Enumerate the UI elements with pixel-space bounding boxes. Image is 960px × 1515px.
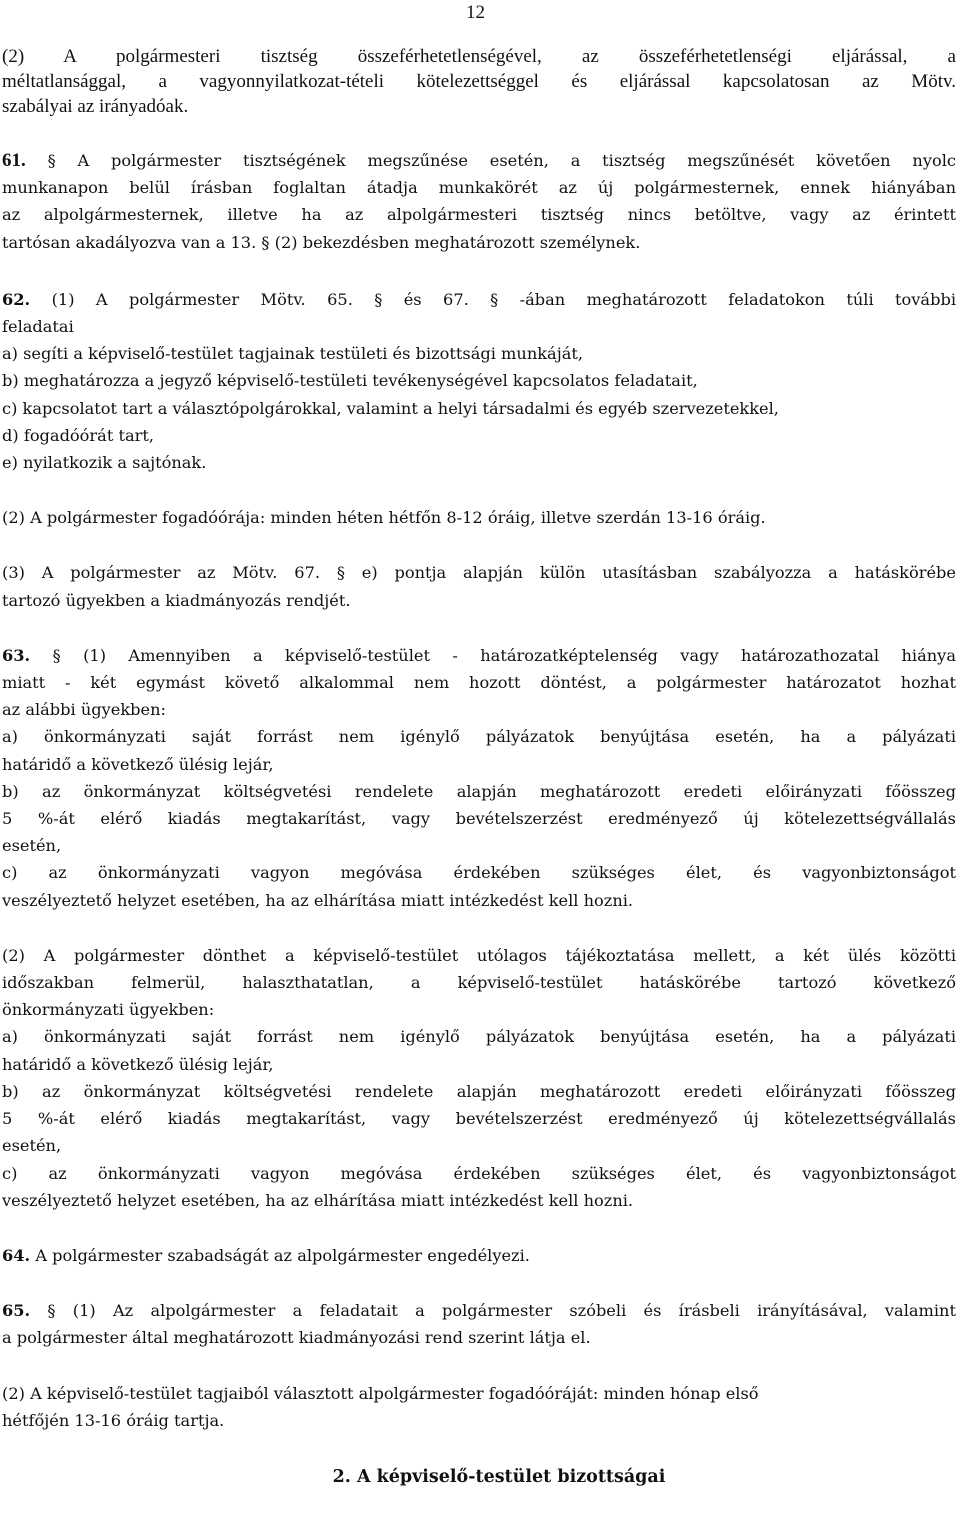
section-63 bbox=[2, 642, 956, 1214]
list-item: a) önkormányzati saját forrást nem igénylő pályázatok benyújtása esetén, ha a pályázati bbox=[2, 1027, 956, 1047]
section-heading: 2. A képviselő-testület bizottságai bbox=[332, 1466, 666, 1487]
text-span: § A polgármester tisztségének megszűnése esetén, a tisztség megszűnését követően nyolc bbox=[47, 151, 956, 170]
text-line: veszélyeztető helyzet esetében, ha az elhárítása miatt intézkedést kell hozni. bbox=[2, 1190, 634, 1210]
list-item: c) az önkormányzati vagyon megóvása érdekében szükséges élet, és vagyonbiztonságot bbox=[2, 863, 956, 883]
text-line: határidő a következő ülésig lejár, bbox=[2, 754, 274, 774]
section-61 bbox=[2, 147, 956, 256]
section-number: 65. bbox=[2, 1301, 31, 1321]
text-line: feladatai bbox=[2, 317, 74, 337]
list-item: b) meghatározza a jegyző képviselő-testületi tevékenységével kapcsolatos feladatait, bbox=[2, 371, 698, 391]
list-item: d) fogadóórát tart, bbox=[2, 425, 155, 445]
document-body bbox=[2, 16, 956, 1491]
section-number: 64. bbox=[2, 1245, 31, 1265]
text-line: esetén, bbox=[2, 836, 62, 856]
text-line bbox=[2, 286, 956, 313]
list-item: e) nyilatkozik a sajtónak. bbox=[2, 453, 207, 473]
text-line: önkormányzati ügyekben: bbox=[2, 1000, 215, 1020]
text-line: a polgármester által meghatározott kiadmányozási rend szerint látja el. bbox=[2, 1328, 591, 1348]
text-line bbox=[2, 1297, 956, 1324]
text-span: (1) A polgármester Mötv. 65. § és 67. § -ában meghatározott feladatokon túli további bbox=[51, 289, 956, 309]
text-line: (2) A polgármester dönthet a képviselő-testület utólagos tájékoztatása mellett, a két ülés közötti bbox=[2, 945, 956, 965]
text-line: miatt - két egymást követő alkalommal nem hozott döntést, a polgármester határozatot hozhat bbox=[2, 673, 956, 693]
text-line: (2) A polgármester fogadóórája: minden héten hétfőn 8-12 óráig, illetve szerdán 13-16 óráig. bbox=[2, 508, 766, 528]
text-line: az alpolgármesternek, illetve ha az alpolgármesteri tisztség nincs betöltve, vagy az érintett bbox=[2, 205, 956, 225]
list-item: b) az önkormányzat költségvetési rendelete alapján meghatározott eredeti előirányzati főösszeg bbox=[2, 781, 956, 801]
text-line: az alábbi ügyekben: bbox=[2, 700, 166, 720]
text-span: § (1) Az alpolgármester a feladatait a polgármester szóbeli és írásbeli irányításával, valamint bbox=[30, 1301, 956, 1321]
section-64 bbox=[2, 1242, 956, 1269]
text-line: veszélyeztető helyzet esetében, ha az elhárítása miatt intézkedést kell hozni. bbox=[2, 890, 634, 910]
text-line: tartósan akadályozva van a 13. § (2) bekezdésben meghatározott személynek. bbox=[2, 232, 641, 252]
text-line bbox=[2, 1242, 956, 1269]
text-line: határidő a következő ülésig lejár, bbox=[2, 1054, 274, 1074]
section-number: 61. bbox=[2, 150, 26, 171]
text-line: 5 %-át elérő kiadás megtakarítást, vagy bevételszerzést eredményező új kötelezettségvállalás bbox=[2, 809, 956, 829]
list-item: c) az önkormányzati vagyon megóvása érdekében szükséges élet, és vagyonbiztonságot bbox=[2, 1163, 956, 1183]
text-line: időszakban felmerül, halaszthatatlan, a képviselő-testület hatáskörébe tartozó következő bbox=[2, 973, 956, 993]
paragraph-incompatibility bbox=[2, 44, 956, 119]
text-line: (2) A polgármesteri tisztség összeférhetetlenségével, az összeférhetetlenségi eljárással, a bbox=[2, 46, 956, 67]
text-span: A polgármester szabadságát az alpolgármester engedélyezi. bbox=[30, 1245, 530, 1265]
list-item: a) segíti a képviselő-testület tagjainak testületi és bizottsági munkáját, bbox=[2, 344, 584, 364]
section-number: 63. bbox=[2, 645, 31, 665]
list-item: c) kapcsolatot tart a választópolgárokkal, valamint a helyi társadalmi és egyéb szervezetekkel, bbox=[2, 398, 779, 418]
text-line bbox=[2, 147, 956, 174]
text-line: méltatlansággal, a vagyonnyilatkozat-tételi kötelezettséggel és eljárással kapcsolatosan az Mötv. bbox=[2, 71, 956, 92]
section-65 bbox=[2, 1297, 956, 1434]
section-number: 62. bbox=[2, 289, 31, 309]
page-number: 12 bbox=[466, 2, 485, 23]
text-line: munkanapon belül írásban foglaltan átadja munkakörét az új polgármesternek, ennek hiányában bbox=[2, 178, 956, 198]
text-line: esetén, bbox=[2, 1136, 62, 1156]
text-line: 5 %-át elérő kiadás megtakarítást, vagy bevételszerzést eredményező új kötelezettségvállalás bbox=[2, 1109, 956, 1129]
list-item: b) az önkormányzat költségvetési rendelete alapján meghatározott eredeti előirányzati főösszeg bbox=[2, 1081, 956, 1101]
text-line: hétfőjén 13-16 óráig tartja. bbox=[2, 1410, 225, 1430]
text-line: tartozó ügyekben a kiadmányozás rendjét. bbox=[2, 590, 351, 610]
text-line: (3) A polgármester az Mötv. 67. § e) pontja alapján külön utasításban szabályozza a hatáskörébe bbox=[2, 563, 956, 583]
section-62 bbox=[2, 286, 956, 614]
text-line: szabályai az irányadóak. bbox=[2, 96, 189, 117]
text-span: § (1) Amennyiben a képviselő-testület - határozatképtelenség vagy határozathozatal hiánya bbox=[52, 645, 956, 665]
text-line bbox=[2, 642, 956, 669]
text-line: (2) A képviselő-testület tagjaiból választott alpolgármester fogadóóráját: minden hónap első bbox=[2, 1383, 759, 1403]
list-item: a) önkormányzati saját forrást nem igénylő pályázatok benyújtása esetén, ha a pályázati bbox=[2, 727, 956, 747]
